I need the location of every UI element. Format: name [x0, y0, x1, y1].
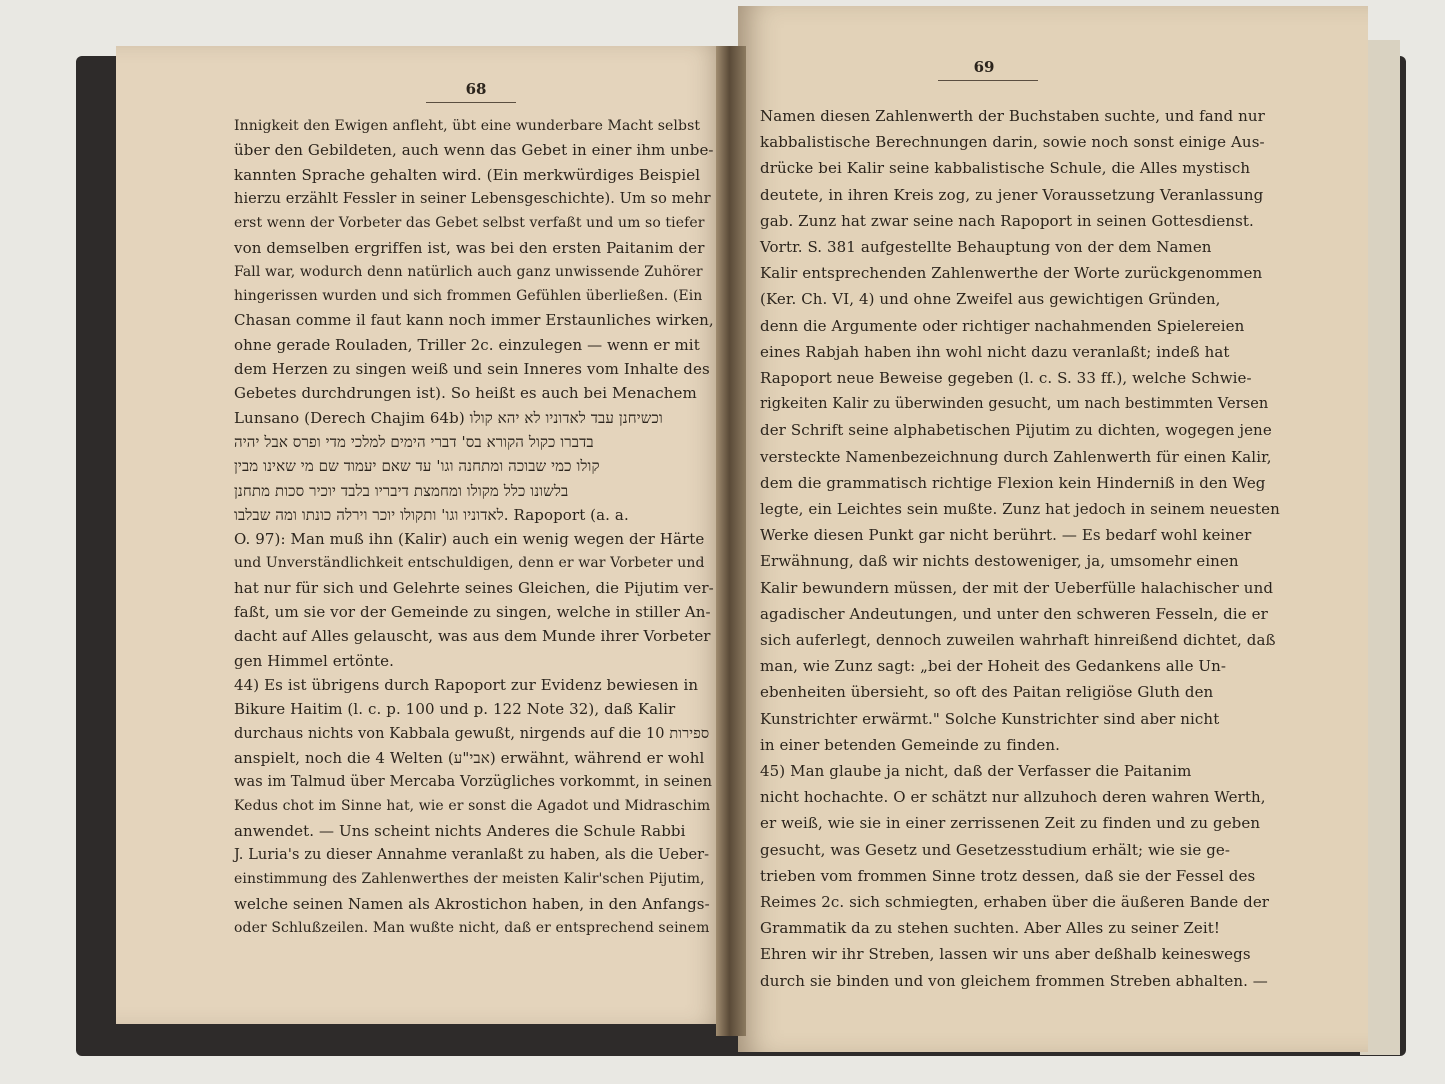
- text-line: Erwähnung, daß wir nichts destoweniger, ja, umsomehr einen: [760, 552, 1239, 571]
- left-page-number: 68: [465, 80, 487, 98]
- left-page: [116, 46, 728, 1024]
- text-line: Vortr. S. 381 aufgestellte Behauptung von der dem Namen: [760, 238, 1212, 256]
- text-line: Kedus chot im Sinne hat, wie er sonst die Agadot und Midraschim: [234, 798, 711, 815]
- text-line: Ehren wir ihr Streben, lassen wir uns aber deßhalb keineswegs: [760, 945, 1251, 964]
- text-line: trieben vom frommen Sinne trotz dessen, daß sie der Fessel des: [760, 866, 1256, 885]
- text-line: durchaus nichts von Kabbala gewußt, nirgends auf die 10 ספירות: [234, 725, 710, 742]
- text-line: sich auferlegt, dennoch zuweilen wahrhaft hinreißend dichtet, daß: [760, 631, 1276, 649]
- text-line: J. Luria's zu dieser Annahme veranlaßt zu haben, als die Ueber-: [234, 847, 710, 863]
- text-line: Lunsano (Derech Chajim 64b) וכשיחנן עבד לאדוניו לא יהא קולו: [234, 408, 663, 427]
- text-line: in einer betenden Gemeinde zu finden.: [760, 735, 1060, 754]
- text-line: Innigkeit den Ewigen anfleht, übt eine wunderbare Macht selbst: [234, 118, 701, 134]
- text-line: oder Schlußzeilen. Man wußte nicht, daß er entsprechend seinem: [234, 919, 710, 936]
- text-line: dem die grammatisch richtige Flexion kein Hinderniß in den Weg: [760, 473, 1266, 492]
- text-line: er weiß, wie sie in einer zerrissenen Zeit zu finden und zu geben: [760, 814, 1261, 833]
- text-line: Kalir bewundern müssen, der mit der Ueberfülle halachischer und: [760, 578, 1274, 597]
- text-line: kabbalistische Berechnungen darin, sowie noch sonst einige Aus-: [760, 133, 1265, 152]
- text-line: rigkeiten Kalir zu überwinden gesucht, um nach bestimmten Versen: [760, 396, 1269, 413]
- text-line: Gebetes durchdrungen ist). So heißt es auch bei Menachem: [234, 384, 697, 403]
- text-line: erst wenn der Vorbeter das Gebet selbst verfaßt und um so tiefer: [234, 215, 705, 232]
- text-line: drücke bei Kalir seine kabbalistische Schule, die Alles mystisch: [760, 159, 1251, 178]
- text-line: einstimmung des Zahlenwerthes der meisten Kalir'schen Pijutim,: [234, 871, 705, 888]
- text-line: Reimes 2c. sich schmiegten, erhaben über die äußeren Bande der: [760, 893, 1270, 911]
- text-line: dacht auf Alles gelauscht, was aus dem Munde ihrer Vorbeter: [234, 627, 711, 646]
- text-line: hierzu erzählt Fessler in seiner Lebensgeschichte). Um so mehr: [234, 190, 711, 207]
- text-line: deutete, in ihren Kreis zog, zu jener Voraussetzung Veranlassung: [760, 185, 1264, 204]
- book-gutter: [716, 46, 746, 1036]
- text-line: ebenheiten übersieht, so oft des Paitan religiöse Gluth den: [760, 683, 1214, 702]
- text-line: kannten Sprache gehalten wird. (Ein merkwürdiges Beispiel: [234, 165, 701, 184]
- text-line: dem Herzen zu singen weiß und sein Inneres vom Inhalte des: [234, 360, 710, 378]
- text-line: man, wie Zunz sagt: „bei der Hoheit des Gedankens alle Un-: [760, 657, 1227, 676]
- text-line: von demselben ergriffen ist, was bei den ersten Paitanim der: [234, 238, 705, 257]
- text-line: über den Gebildeten, auch wenn das Gebet in einer ihm unbe-: [234, 141, 714, 160]
- text-line: anspielt, noch die 4 Welten (אבי"ע) erwähnt, während er wohl: [234, 748, 705, 767]
- left-page-rule: [426, 102, 516, 103]
- right-page-number: 69: [973, 58, 995, 76]
- text-line: Kalir entsprechenden Zahlenwerthe der Worte zurückgenommen: [760, 264, 1263, 283]
- text-line: denn die Argumente oder richtiger nachahmenden Spielereien: [760, 316, 1245, 335]
- text-line: nicht hochachte. O er schätzt nur allzuhoch deren wahren Werth,: [760, 788, 1266, 807]
- text-line: gab. Zunz hat zwar seine nach Rapoport in seinen Gottesdienst.: [760, 211, 1254, 230]
- text-line: Namen diesen Zahlenwerth der Buchstaben suchte, und fand nur: [760, 107, 1265, 125]
- text-line: בלשונו כלל מקולו ומחמצת דיבריו בלבד יוכיר סכות מתחנן: [234, 481, 569, 500]
- text-line: hingerissen wurden und sich frommen Gefühlen überließen. (Ein: [234, 288, 703, 305]
- text-line: בדברו כקול הקורא בס' דברי הימים למלכי מדי ופרס אבל יהיה: [234, 432, 594, 451]
- text-line: Werke diesen Punkt gar nicht berührt. — Es bedarf wohl keiner: [760, 526, 1252, 545]
- text-line: welche seinen Namen als Akrostichon haben, in den Anfangs-: [234, 894, 710, 913]
- text-line: Grammatik da zu stehen suchten. Aber Alles zu seiner Zeit!: [760, 919, 1221, 938]
- text-line: was im Talmud über Mercaba Vorzügliches vorkommt, in seinen: [234, 774, 713, 791]
- text-line: O. 97): Man muß ihn (Kalir) auch ein wenig wegen der Härte: [234, 530, 705, 549]
- text-line: legte, ein Leichtes sein mußte. Zunz hat jedoch in seinem neuesten: [760, 500, 1280, 518]
- text-line: hat nur für sich und Gelehrte seines Gleichen, die Pijutim ver-: [234, 578, 714, 597]
- text-line: und Unverständlichkeit entschuldigen, denn er war Vorbeter und: [234, 555, 705, 572]
- text-line: gen Himmel ertönte.: [234, 651, 395, 670]
- text-line: agadischer Andeutungen, und unter den schweren Fesseln, die er: [760, 604, 1268, 623]
- right-page: [738, 6, 1368, 1052]
- text-line: gesucht, was Gesetz und Gesetzesstudium erhält; wie sie ge-: [760, 840, 1231, 859]
- text-line: eines Rabjah haben ihn wohl nicht dazu veranlaßt; indeß hat: [760, 342, 1230, 361]
- text-line: Kunstrichter erwärmt." Solche Kunstrichter sind aber nicht: [760, 709, 1220, 728]
- text-line: durch sie binden und von gleichem frommen Streben abhalten. —: [760, 971, 1268, 990]
- text-line: anwendet. — Uns scheint nichts Anderes die Schule Rabbi: [234, 821, 686, 840]
- text-line: 45) Man glaube ja nicht, daß der Verfasser die Paitanim: [760, 762, 1192, 780]
- text-line: ohne gerade Rouladen, Triller 2c. einzulegen — wenn er mit: [234, 335, 700, 354]
- text-line: versteckte Namenbezeichnung durch Zahlenwerth für einen Kalir,: [760, 447, 1272, 466]
- text-line: Rapoport neue Beweise gegeben (l. c. S. 33 ff.), welche Schwie-: [760, 369, 1252, 387]
- text-line: Chasan comme il faut kann noch immer Erstaunliches wirken,: [234, 311, 714, 330]
- text-line: Bikure Haitim (l. c. p. 100 und p. 122 Note 32), daß Kalir: [234, 700, 676, 719]
- text-line: der Schrift seine alphabetischen Pijutim zu dichten, wogegen jene: [760, 421, 1272, 440]
- text-line: לאדוניו וגו' ותקולו יוכר וירלה כונתו ומה שבלבו. Rapoport (a. a.: [234, 505, 629, 524]
- right-page-rule: [938, 80, 1038, 81]
- text-line: faßt, um sie vor der Gemeinde zu singen, welche in stiller An-: [234, 603, 711, 621]
- text-line: 44) Es ist übrigens durch Rapoport zur Evidenz bewiesen in: [234, 675, 699, 694]
- text-line: קולו כמי שבוכה ומתחנה וגו' עד שאם יעמוד שם מי שאינו מבין: [234, 457, 600, 476]
- text-line: Fall war, wodurch denn natürlich auch ganz unwissende Zuhörer: [234, 263, 703, 280]
- text-line: (Ker. Ch. VI, 4) und ohne Zweifel aus gewichtigen Gründen,: [760, 290, 1221, 309]
